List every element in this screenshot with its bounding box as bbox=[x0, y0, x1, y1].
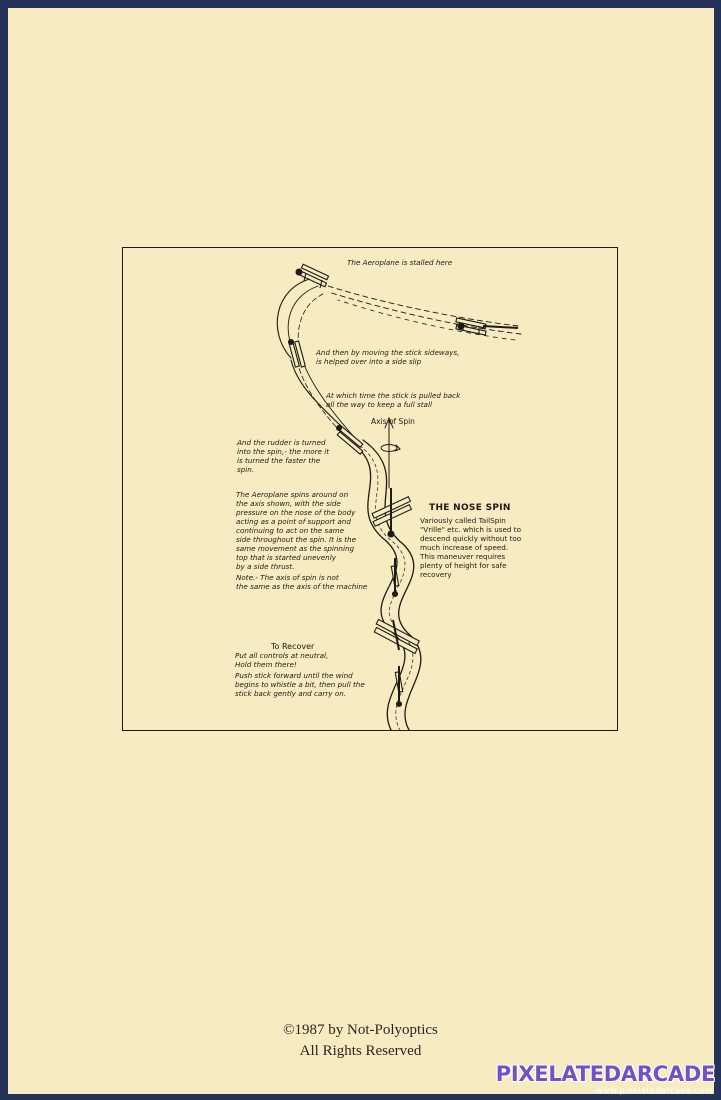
stall-hook-curve bbox=[277, 278, 313, 358]
biplane-spinning-2 bbox=[391, 558, 398, 597]
recover-step-2: Push stick forward until the wind begins to whistle a bit, then pull the stick back gently and carry on. bbox=[235, 671, 365, 698]
approach-streak bbox=[328, 292, 521, 334]
copyright-line: ©1987 by Not-Polyoptics bbox=[283, 1022, 438, 1038]
biplane-side-slip bbox=[289, 340, 306, 368]
watermark-brand: PIXELATEDARCADE bbox=[495, 1062, 715, 1086]
caption-stick-back: At which time the stick is pulled back all the way to keep a full stall bbox=[326, 391, 461, 409]
scanned-document-page bbox=[8, 8, 714, 1094]
recover-title: To Recover bbox=[271, 642, 315, 651]
watermark-url: www.pixelatedarcade.com bbox=[596, 1086, 713, 1095]
biplane-rudder-turn bbox=[337, 425, 363, 454]
spiral-edge-right bbox=[363, 440, 421, 730]
caption-note: Note.- The axis of spin is not the same as the axis of the machine bbox=[236, 573, 368, 591]
caption-spins-around: The Aeroplane spins around on the axis shown, with the side pressure on the nose of the body acting as a point of support and continuing to act on the same side throughout the spin. It is the same movement as the spinning top that is started unevenly by a side thrust. bbox=[236, 490, 357, 571]
caption-side-slip: And then by moving the stick sideways, is helped over into a side slip bbox=[316, 348, 460, 366]
biplane-stalled bbox=[296, 264, 329, 288]
caption-stalled: The Aeroplane is stalled here bbox=[347, 258, 453, 267]
approach-streak bbox=[338, 300, 515, 340]
copyright-notice bbox=[0, 1020, 721, 1062]
nose-spin-title: THE NOSE SPIN bbox=[429, 503, 511, 513]
spin-path-illustration bbox=[123, 248, 617, 730]
axis-of-spin-label: Axis of Spin bbox=[371, 417, 415, 426]
nose-spin-description: Variously called TailSpin "Vrille" etc. which is used to descend quickly without too much increase of speed. This maneuver requires plenty of height for safe recovery bbox=[420, 516, 522, 579]
nose-spin-diagram bbox=[122, 247, 618, 731]
biplane-spinning-1 bbox=[372, 488, 411, 537]
biplane-spinning-3 bbox=[374, 619, 419, 653]
recover-step-1: Put all controls at neutral, Hold them there! bbox=[235, 651, 329, 669]
caption-rudder: And the rudder is turned into the spin,- the more it is turned the faster the spin. bbox=[237, 438, 330, 474]
rights-line: All Rights Reserved bbox=[299, 1043, 422, 1059]
